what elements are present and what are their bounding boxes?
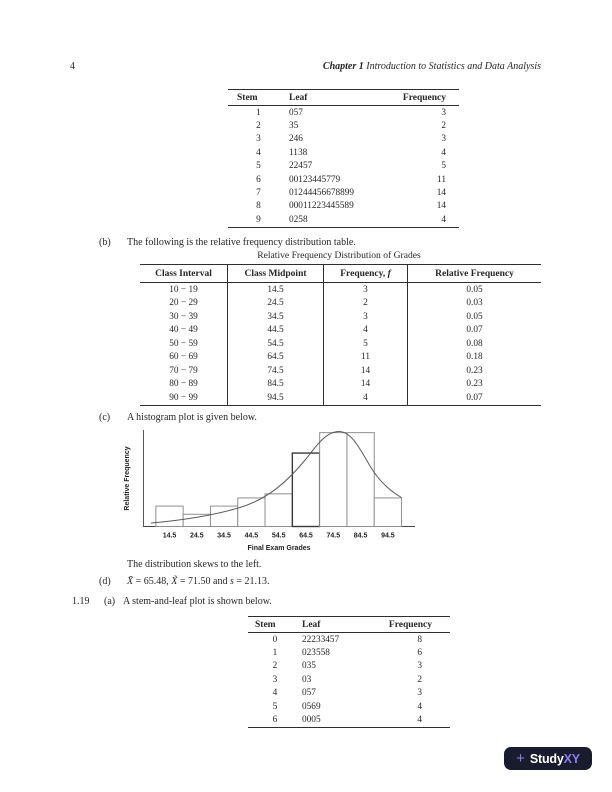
frequency-cell: 11 <box>324 351 408 365</box>
item-label: (a) <box>104 596 116 607</box>
stem-cell: 7 <box>256 188 261 199</box>
table-row <box>248 713 450 727</box>
table-header-row <box>140 265 541 283</box>
frequency-cell: 4 <box>324 324 408 338</box>
midpoint-cell: 54.5 <box>228 337 324 351</box>
table-row <box>248 646 450 659</box>
leaf-cell: 00123445779 <box>289 174 341 185</box>
column-header: Leaf <box>289 92 308 103</box>
column-header: Stem <box>255 619 276 630</box>
page-number: 4 <box>70 61 75 72</box>
frequency-cell: 2 <box>441 121 446 132</box>
table-row <box>248 633 450 647</box>
table-row <box>140 391 541 405</box>
table-row <box>228 200 459 213</box>
table-row <box>140 378 541 392</box>
column-header <box>324 265 408 283</box>
table-row <box>140 351 541 365</box>
stem-cell: 1 <box>272 648 278 659</box>
logo-word-primary: Study <box>529 751 564 766</box>
leaf-cell: 023558 <box>302 648 330 659</box>
table-row <box>228 106 459 120</box>
column-header: Stem <box>237 92 258 103</box>
class-interval-cell: 10 − 19 <box>140 283 228 297</box>
midpoint-cell: 94.5 <box>228 391 324 405</box>
stdev-variable: s <box>229 576 234 587</box>
midpoint-cell: 24.5 <box>228 297 324 311</box>
table-row <box>140 297 541 311</box>
item-text: The following is the relative frequency distribution table. <box>127 237 356 248</box>
frequency-cell: 11 <box>437 174 446 185</box>
histogram-bar <box>156 506 183 526</box>
x-tick-label: 44.5 <box>244 532 259 540</box>
plus-icon: + <box>516 749 525 767</box>
leaf-cell: 0258 <box>289 214 308 225</box>
relative-frequency-cell: 0.23 <box>466 379 483 390</box>
mean-variable: X̄ <box>127 576 134 587</box>
table-row <box>228 146 459 159</box>
logo-wordmark <box>530 752 580 766</box>
table-row <box>140 283 541 297</box>
frequency-cell: 6 <box>417 648 422 659</box>
histogram-chart <box>118 423 420 555</box>
column-header: Class Interval <box>140 265 228 283</box>
stem-cell: 2 <box>256 121 261 132</box>
table-row <box>248 673 450 686</box>
stem-cell: 3 <box>256 134 261 145</box>
class-interval-cell: 80 − 89 <box>140 378 228 392</box>
leaf-cell: 00011223445589 <box>289 201 354 212</box>
class-interval-cell: 60 − 69 <box>140 351 228 365</box>
y-axis-label: Relative Frequency <box>124 446 131 511</box>
leaf-cell: 0569 <box>302 701 321 712</box>
stem-leaf-table-1 <box>228 89 459 228</box>
item-label: (c) <box>99 412 111 423</box>
midpoint-cell: 64.5 <box>228 351 324 365</box>
frequency-cell: 14 <box>436 188 446 199</box>
table-row <box>228 119 459 132</box>
frequency-cell: 2 <box>324 297 408 311</box>
table-row <box>140 310 541 324</box>
table-header-row <box>248 617 450 633</box>
leaf-cell: 22457 <box>289 161 313 172</box>
leaf-cell: 246 <box>289 134 303 145</box>
item-label: (d) <box>99 576 111 587</box>
table-row <box>228 133 459 146</box>
column-header: Frequency <box>388 619 432 630</box>
x-axis-label: Final Exam Grades <box>247 545 311 552</box>
item-1-19 <box>72 596 272 607</box>
frequency-cell: 5 <box>441 161 446 172</box>
logo-word-accent: XY <box>563 751 580 766</box>
histogram-bar <box>292 453 319 526</box>
class-interval-cell: 30 − 39 <box>140 310 228 324</box>
stem-cell: 3 <box>272 674 278 685</box>
column-header: Class Midpoint <box>228 265 324 283</box>
table-row <box>140 337 541 351</box>
frequency-cell: 4 <box>441 147 446 158</box>
leaf-cell: 01244456678899 <box>289 188 355 199</box>
frequency-cell: 14 <box>324 378 408 392</box>
stem-cell: 8 <box>256 201 261 212</box>
table-row <box>140 364 541 378</box>
stem-cell: 5 <box>272 701 278 712</box>
relative-frequency-cell: 0.05 <box>466 284 483 295</box>
item-b <box>99 237 356 248</box>
chapter-title: Introduction to Statistics and Data Analysis <box>363 61 541 72</box>
table-row <box>248 687 450 700</box>
class-interval-cell: 70 − 79 <box>140 364 228 378</box>
mean-value: = 65.48, <box>133 576 172 587</box>
histogram-bar <box>320 433 347 527</box>
class-interval-cell: 90 − 99 <box>140 391 228 405</box>
frequency-cell: 3 <box>417 688 422 699</box>
class-interval-cell: 20 − 29 <box>140 297 228 311</box>
relative-frequency-cell: 0.08 <box>466 338 483 349</box>
relative-frequency-cell: 0.03 <box>466 298 483 309</box>
chapter-label: Chapter 1 <box>322 61 364 72</box>
leaf-cell: 035 <box>302 661 316 672</box>
item-text: A stem-and-leaf plot is shown below. <box>123 596 272 607</box>
column-header: Relative Frequency <box>435 268 514 279</box>
relative-frequency-table <box>140 264 541 406</box>
table-row <box>228 160 459 173</box>
table-row <box>228 213 459 227</box>
table-row <box>228 173 459 186</box>
x-tick-label: 74.5 <box>326 532 341 540</box>
relative-frequency-cell: 0.18 <box>466 352 483 363</box>
x-tick-label: 54.5 <box>271 532 286 540</box>
column-header: Leaf <box>302 619 321 630</box>
skew-note: The distribution skews to the left. <box>127 559 262 570</box>
leaf-cell: 057 <box>289 107 303 118</box>
relative-frequency-cell: 0.23 <box>466 365 483 376</box>
stem-cell: 9 <box>256 214 261 225</box>
frequency-cell: 14 <box>324 364 408 378</box>
frequency-cell: 8 <box>417 634 422 645</box>
x-tick-label: 64.5 <box>299 532 313 540</box>
midpoint-cell: 44.5 <box>228 324 324 338</box>
frequency-cell: 4 <box>441 214 446 225</box>
frequency-cell: 3 <box>324 310 408 324</box>
frequency-cell: 5 <box>324 337 408 351</box>
leaf-cell: 03 <box>302 674 312 685</box>
x-tick-label: 84.5 <box>353 532 368 540</box>
frequency-cell: 3 <box>417 661 422 672</box>
frequency-cell: 3 <box>324 283 408 297</box>
column-header: Frequency <box>402 92 446 103</box>
class-interval-cell: 50 − 59 <box>140 337 228 351</box>
frequency-cell: 3 <box>441 107 446 118</box>
stem-cell: 4 <box>256 147 261 158</box>
table-row <box>248 700 450 713</box>
stem-cell: 2 <box>272 661 278 672</box>
midpoint-cell: 14.5 <box>228 283 324 297</box>
midpoint-cell: 74.5 <box>228 364 324 378</box>
stem-cell: 1 <box>256 107 261 118</box>
table-header-row <box>228 90 459 106</box>
item-d <box>99 576 269 587</box>
x-tick-label: 24.5 <box>189 532 204 540</box>
x-tick-label: 94.5 <box>381 532 395 540</box>
stem-leaf-table-2 <box>248 616 450 728</box>
item-text: A histogram plot is given below. <box>127 412 257 423</box>
column-header-variable: f <box>387 268 391 279</box>
median-variable: X̃ <box>171 576 178 587</box>
stem-cell: 4 <box>272 688 278 699</box>
x-tick-label: 14.5 <box>162 532 177 540</box>
table-caption: Relative Frequency Distribution of Grades <box>257 250 421 261</box>
midpoint-cell: 84.5 <box>228 378 324 392</box>
stem-cell: 6 <box>272 715 278 726</box>
leaf-cell: 35 <box>289 121 299 132</box>
item-c <box>99 412 257 423</box>
leaf-cell: 0005 <box>302 715 321 726</box>
frequency-cell: 4 <box>417 701 422 712</box>
x-tick-label: 34.5 <box>217 532 231 540</box>
median-value: = 71.50 and <box>177 576 230 587</box>
frequency-cell: 4 <box>324 391 408 405</box>
frequency-cell: 14 <box>436 201 446 212</box>
relative-frequency-cell: 0.05 <box>466 311 483 322</box>
relative-frequency-cell: 0.07 <box>466 392 483 403</box>
midpoint-cell: 34.5 <box>228 310 324 324</box>
stem-cell: 5 <box>256 161 261 172</box>
stem-cell: 6 <box>256 174 261 185</box>
table-row <box>248 660 450 673</box>
studyxy-logo[interactable] <box>504 747 592 770</box>
histogram-bar <box>265 494 292 527</box>
table-row <box>140 324 541 338</box>
frequency-cell: 3 <box>441 134 446 145</box>
histogram-bar <box>238 498 265 527</box>
histogram-bar <box>374 498 401 527</box>
frequency-cell: 2 <box>417 674 422 685</box>
item-label: (b) <box>99 237 111 248</box>
column-header-text: Frequency, <box>340 268 388 279</box>
class-interval-cell: 40 − 49 <box>140 324 228 338</box>
running-header <box>323 61 541 72</box>
stdev-value: = 21.13. <box>233 576 270 587</box>
histogram-bar <box>347 433 374 527</box>
leaf-cell: 1138 <box>289 147 308 158</box>
leaf-cell: 22233457 <box>302 634 340 645</box>
table-row <box>228 186 459 199</box>
leaf-cell: 057 <box>302 688 316 699</box>
frequency-cell: 4 <box>417 715 422 726</box>
stem-cell: 0 <box>272 634 278 645</box>
relative-frequency-cell: 0.07 <box>466 325 483 336</box>
problem-number: 1.19 <box>72 596 90 607</box>
